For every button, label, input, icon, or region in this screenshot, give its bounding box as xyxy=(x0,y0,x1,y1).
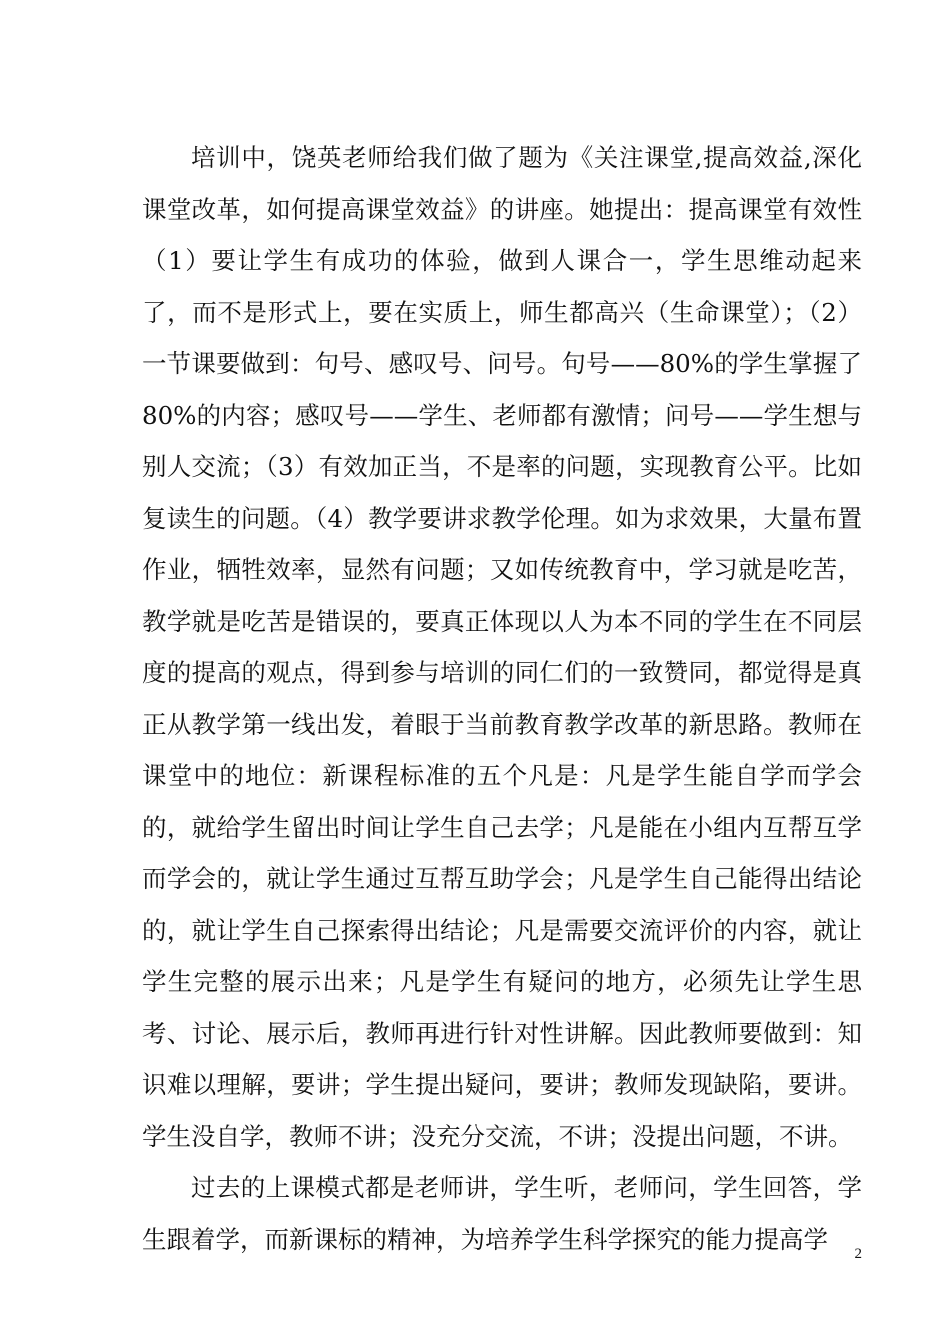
body-text xyxy=(142,132,862,1265)
paragraph-1: 培训中，饶英老师给我们做了题为《关注课堂,提高效益,深化课堂改革，如何提高课堂效益》的讲座。她提出：提高课堂有效性（1）要让学生有成功的体验，做到人课合一，学生思维动起来了，而不是形式上，要在实质上，师生都高兴（生命课堂）；（2）一节课要做到：句号、感叹号、问号。句号——80%的学生掌握了80%的内容；感叹号——学生、老师都有激情；问号——学生想与别人交流；（3）有效加正当，不是率的问题，实现教育公平。比如复读生的问题。（4）教学要讲求教学伦理。如为求效果，大量布置作业，牺牲效率，显然有问题；又如传统教育中，学习就是吃苦，教学就是吃苦是错误的，要真正体现以人为本不同的学生在不同层度的提高的观点，得到参与培训的同仁们的一致赞同，都觉得是真正从教学第一线出发，着眼于当前教育教学改革的新思路。教师在课堂中的地位：新课程标准的五个凡是：凡是学生能自学而学会的，就给学生留出时间让学生自己去学；凡是能在小组内互帮互学而学会的，就让学生通过互帮互助学会；凡是学生自己能得出结论的，就让学生自己探索得出结论；凡是需要交流评价的内容，就让学生完整的展示出来；凡是学生有疑问的地方，必须先让学生思考、讨论、展示后，教师再进行针对性讲解。因此教师要做到：知识难以理解，要讲；学生提出疑问，要讲；教师发现缺陷，要讲。学生没自学，教师不讲；没充分交流，不讲；没提出问题，不讲。 xyxy=(142,143,862,1151)
page-number: 2 xyxy=(854,1246,862,1262)
paragraph-2: 过去的上课模式都是老师讲，学生听，老师问，学生回答，学生跟着学，而新课标的精神，为培养学生科学探究的能力提高学 xyxy=(142,1173,862,1254)
